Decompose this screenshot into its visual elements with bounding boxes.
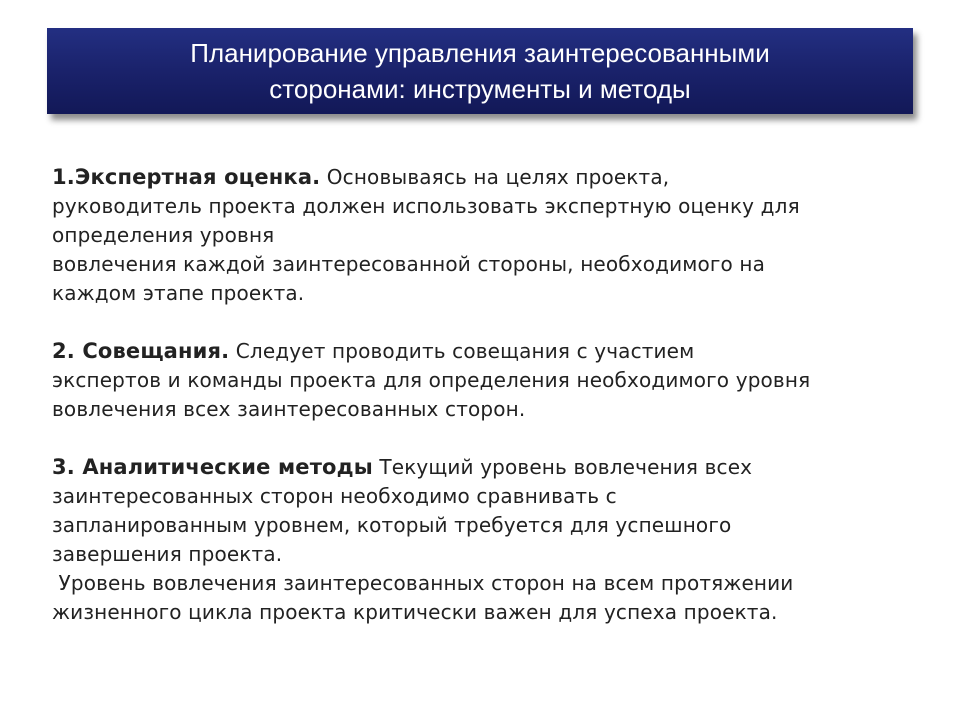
section-heading: 1.Экспертная оценка. [52,165,321,189]
section-heading: 2. Совещания. [52,339,230,363]
section-text: завершения проекта. [52,542,283,566]
section-text: Текущий уровень вовлечения всех [372,455,753,479]
section-text: вовлечения каждой заинтересованной стороны, необходимого на [52,252,766,276]
section-first-line [52,163,942,192]
section-text: Уровень вовлечения заинтересованных сторон на всем протяжении [52,571,794,595]
slide-body [52,163,942,627]
section-text: заинтересованных сторон необходимо сравнивать с [52,484,617,508]
section-text: экспертов и команды проекта для определения необходимого уровня [52,368,811,392]
title-banner [47,28,913,114]
section-analytical-methods [52,453,942,627]
section-text: определения уровня [52,223,275,247]
section-text: вовлечения всех заинтересованных сторон. [52,397,526,421]
section-text: Следует проводить совещания с участием [229,339,695,363]
slide-title-line-1: Планирование управления заинтересованными [190,38,770,68]
section-text: руководитель проекта должен использовать экспертную оценку для [52,194,800,218]
slide-title [47,35,913,107]
slide-title-line-2: сторонами: инструменты и методы [269,74,691,104]
section-heading: 3. Аналитические методы [52,455,373,479]
section-meetings [52,337,942,424]
section-first-line [52,453,942,482]
section-expert-judgment [52,163,942,308]
section-text: Основываясь на целях проекта, [320,165,670,189]
section-text: жизненного цикла проекта критически важен для успеха проекта. [52,600,778,624]
section-first-line [52,337,942,366]
section-text: каждом этапе проекта. [52,281,305,305]
section-text: запланированным уровнем, который требуется для успешного [52,513,732,537]
